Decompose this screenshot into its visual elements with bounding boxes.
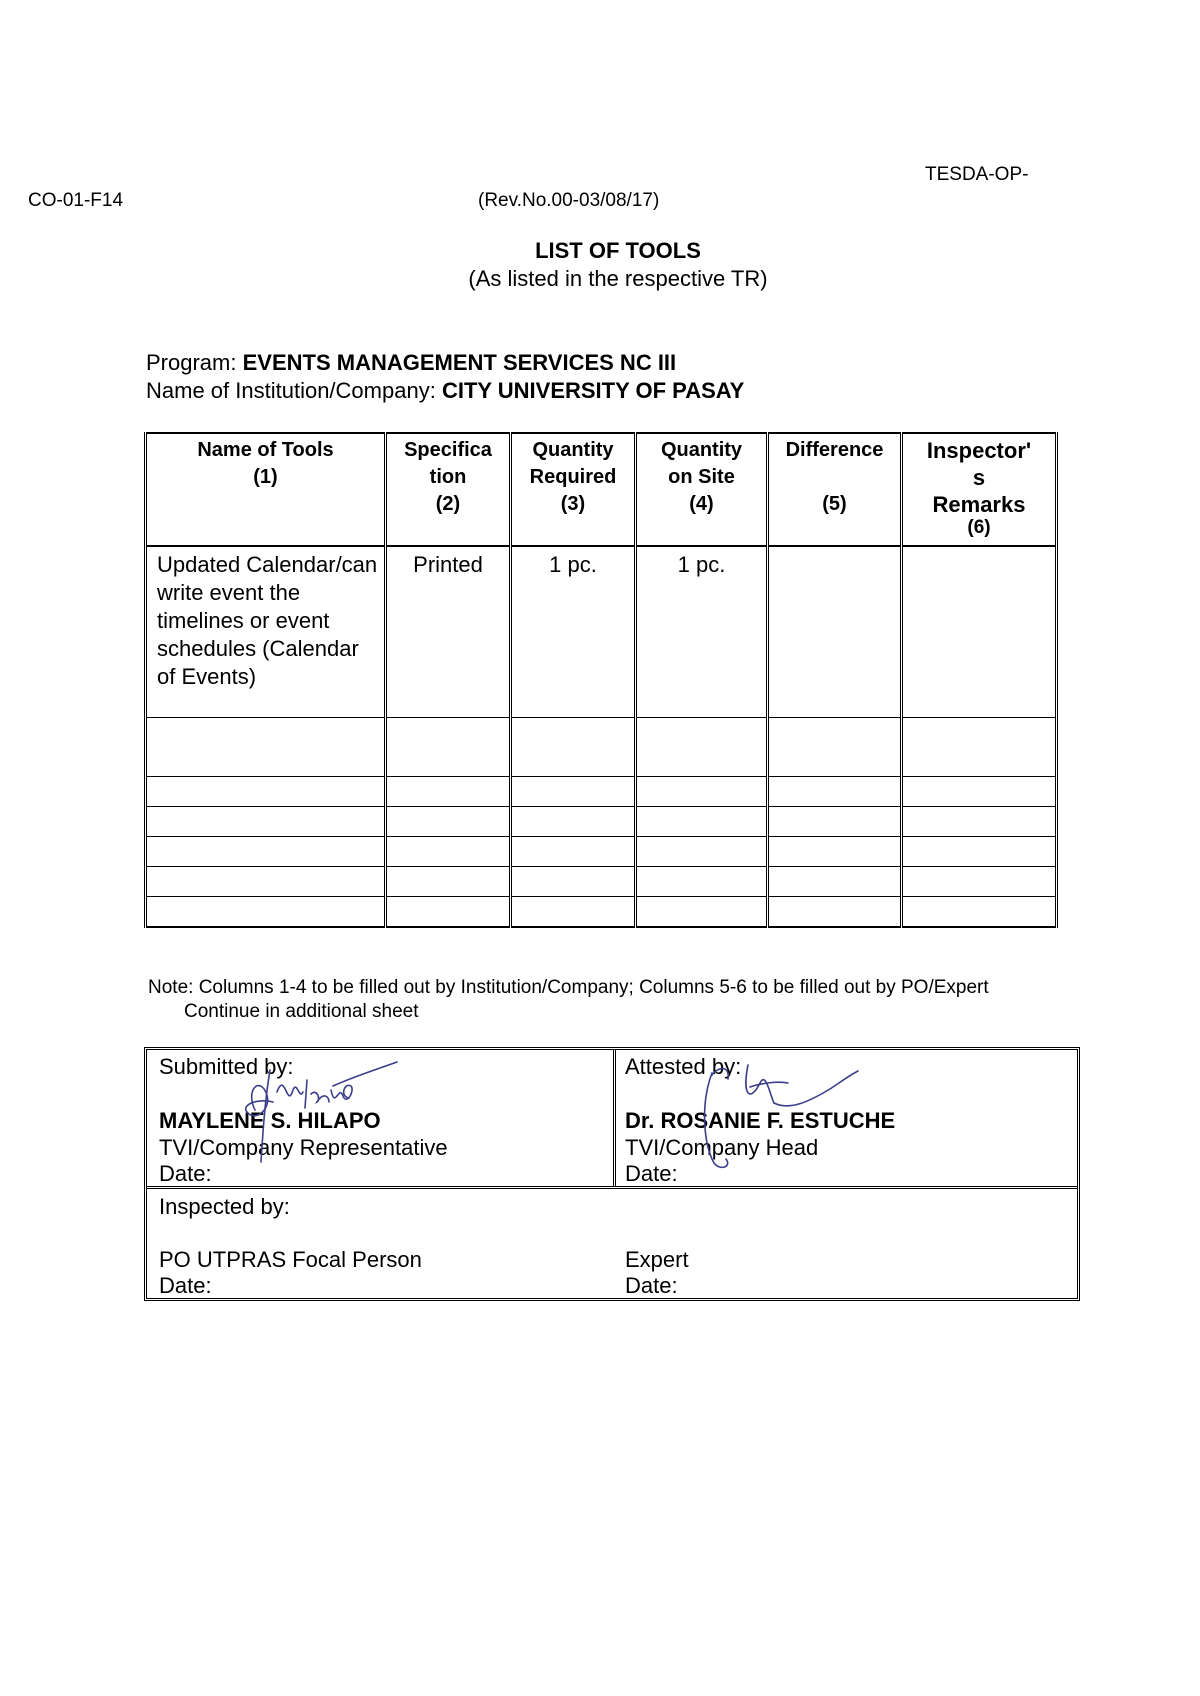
empty-cell xyxy=(146,897,386,928)
header-line: (5) xyxy=(822,493,847,515)
header-line: Quantity xyxy=(660,439,743,461)
table-row-empty xyxy=(146,777,1057,807)
institution-line xyxy=(146,378,744,404)
empty-cell xyxy=(636,897,768,928)
empty-cell xyxy=(902,867,1057,897)
header-line: (4) xyxy=(689,493,714,515)
empty-cell xyxy=(636,867,768,897)
institution-value: CITY UNIVERSITY OF PASAY xyxy=(441,378,745,403)
header-quantity-on-site xyxy=(636,433,768,546)
header-line: Required xyxy=(529,466,617,488)
signature-block xyxy=(144,1047,1080,1301)
header-line xyxy=(769,464,900,491)
empty-cell xyxy=(511,807,636,837)
empty-cell xyxy=(146,837,386,867)
header-line: (2) xyxy=(435,493,461,515)
signature-divider-vertical xyxy=(613,1050,619,1186)
revision-number: (Rev.No.00-03/08/17) xyxy=(478,190,660,211)
attested-by-date: Date: xyxy=(625,1161,678,1186)
empty-cell xyxy=(386,777,511,807)
signature-divider-horizontal xyxy=(147,1186,1077,1189)
header-quantity-required xyxy=(511,433,636,546)
empty-cell xyxy=(386,837,511,867)
header-line: s xyxy=(972,465,986,490)
header-line: (1) xyxy=(253,466,278,488)
empty-cell xyxy=(146,867,386,897)
empty-cell xyxy=(768,807,902,837)
program-value: EVENTS MANAGEMENT SERVICES NC III xyxy=(242,350,677,375)
table-header-row xyxy=(146,433,1057,546)
header-inspector-remarks xyxy=(902,433,1057,546)
header-line: Name of Tools xyxy=(197,439,334,461)
submitted-by-name: MAYLENE S. HILAPO xyxy=(159,1108,381,1133)
empty-cell xyxy=(768,867,902,897)
note xyxy=(148,976,989,1024)
inspected-by-label: Inspected by: xyxy=(159,1194,290,1219)
submitted-by-label: Submitted by: xyxy=(159,1054,294,1079)
program-label: Program: xyxy=(146,350,237,375)
po-focal-person-label: PO UTPRAS Focal Person xyxy=(159,1247,422,1272)
header-line: Quantity xyxy=(532,439,614,461)
empty-cell xyxy=(902,777,1057,807)
header-specification xyxy=(386,433,511,546)
header-line: tion xyxy=(429,466,467,488)
table-row-empty xyxy=(146,718,1057,777)
empty-cell xyxy=(768,837,902,867)
empty-cell xyxy=(768,777,902,807)
empty-cell xyxy=(902,718,1057,777)
submitted-by-date: Date: xyxy=(159,1161,212,1186)
form-code-right: TESDA-OP- xyxy=(925,164,1029,185)
empty-cell xyxy=(636,837,768,867)
table-row-empty xyxy=(146,867,1057,897)
document-title: LIST OF TOOLS xyxy=(535,238,701,263)
empty-cell xyxy=(636,718,768,777)
cell-difference xyxy=(768,546,902,718)
empty-cell xyxy=(902,807,1057,837)
header-difference xyxy=(768,433,902,546)
header-line: Remarks xyxy=(932,492,1026,517)
empty-cell xyxy=(386,718,511,777)
attested-by-label: Attested by: xyxy=(625,1054,742,1079)
cell-tool-name: Updated Calendar/can write event the timelines or event schedules (Calendar of Events) xyxy=(146,546,386,718)
empty-cell xyxy=(146,777,386,807)
empty-cell xyxy=(146,807,386,837)
form-code-left: CO-01-F14 xyxy=(28,190,124,211)
empty-cell xyxy=(768,718,902,777)
attested-by-name: Dr. ROSANIE F. ESTUCHE xyxy=(625,1108,896,1133)
empty-cell xyxy=(386,807,511,837)
table-row-empty xyxy=(146,807,1057,837)
header-line: on Site xyxy=(668,466,735,488)
tools-table xyxy=(144,432,1058,928)
note-line-2: Continue in additional sheet xyxy=(184,1001,419,1022)
header-line: (6) xyxy=(967,517,991,538)
table-row-empty xyxy=(146,897,1057,928)
header-line: Specifica xyxy=(404,439,492,461)
header-line: (3) xyxy=(560,493,586,515)
header-line: Difference xyxy=(785,439,884,461)
cell-remarks xyxy=(902,546,1057,718)
empty-cell xyxy=(511,777,636,807)
note-line-1: Note: Columns 1-4 to be filled out by Institution/Company; Columns 5-6 to be filled out by PO/Expert xyxy=(148,977,989,998)
program-line xyxy=(146,350,676,376)
table-row-empty xyxy=(146,837,1057,867)
empty-cell xyxy=(386,867,511,897)
empty-cell xyxy=(902,897,1057,928)
empty-cell xyxy=(768,897,902,928)
empty-cell xyxy=(511,837,636,867)
po-date-label: Date: xyxy=(159,1273,212,1298)
empty-cell xyxy=(636,807,768,837)
empty-cell xyxy=(902,837,1057,867)
cell-qty-on-site: 1 pc. xyxy=(636,546,768,718)
cell-qty-required: 1 pc. xyxy=(511,546,636,718)
attested-by-role: TVI/Company Head xyxy=(625,1135,819,1160)
document-subtitle: (As listed in the respective TR) xyxy=(468,266,768,291)
institution-label: Name of Institution/Company: xyxy=(146,378,436,403)
empty-cell xyxy=(386,897,511,928)
expert-label: Expert xyxy=(625,1247,689,1272)
table-row xyxy=(146,546,1057,718)
empty-cell xyxy=(511,867,636,897)
empty-cell xyxy=(636,777,768,807)
header-name-of-tools xyxy=(146,433,386,546)
empty-cell xyxy=(511,718,636,777)
cell-specification: Printed xyxy=(386,546,511,718)
empty-cell xyxy=(146,718,386,777)
submitted-by-role: TVI/Company Representative xyxy=(159,1135,448,1160)
empty-cell xyxy=(511,897,636,928)
header-line: Inspector' xyxy=(926,438,1032,463)
expert-date-label: Date: xyxy=(625,1273,678,1298)
